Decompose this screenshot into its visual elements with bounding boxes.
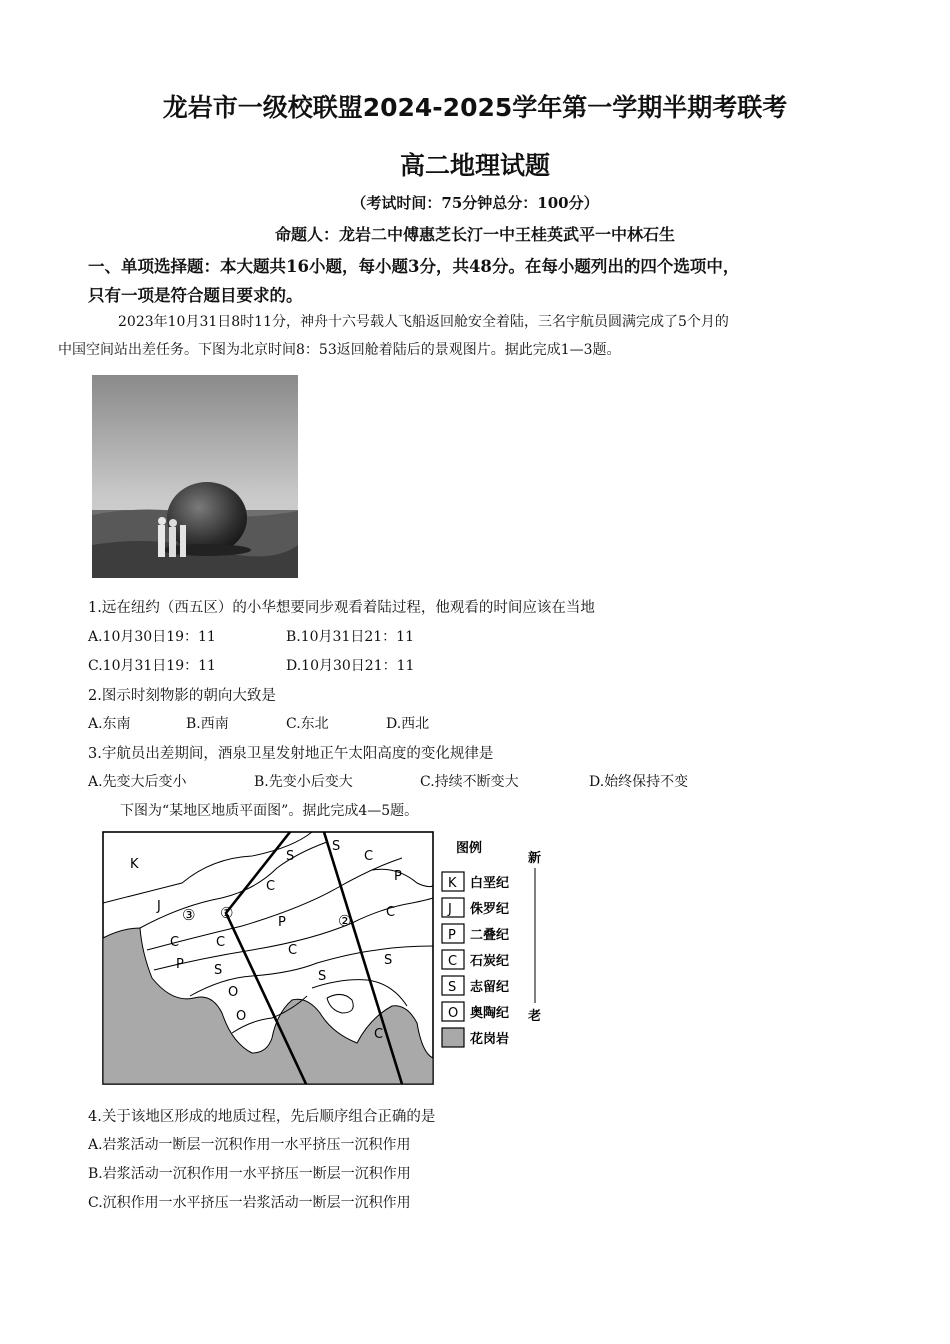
legend-swatch [442,1028,464,1047]
section-heading-line1: 一、单项选择题：本大题共16小题，每小题3分，共48分。在每小题列出的四个选项中， [88,257,740,276]
question-1-option-c: C.10月31日19：11 [88,658,216,674]
question-4-option-a: A.岩浆活动一断层一沉积作用一水平挤压一沉积作用 [88,1137,411,1153]
intro-paragraph-1 [58,308,868,364]
legend-code: C [448,954,458,969]
map-region-label: C [374,1027,384,1042]
capsule-photo-svg [92,375,298,578]
legend-swatch [442,898,464,917]
geology-map-svg [102,828,552,1088]
legend-name: 白垩纪 [470,876,510,891]
map-region-label: C [364,849,374,864]
legend-name: 石炭纪 [470,954,510,969]
map-region-label: C [266,879,276,894]
question-2-option-d: D.西北 [386,716,430,732]
boundary-line [190,946,433,996]
intro1-line2: 中国空间站出差任务。下图为北京时间8：53返回舱着陆后的景观图片。据此完成1—3题。 [58,342,621,358]
map-region-label: C [288,943,298,958]
map-region-label: P [176,957,184,972]
question-4-option-b: B.岩浆活动一沉积作用一水平挤压一断层一沉积作用 [88,1166,411,1182]
question-3-option-d: D.始终保持不变 [589,774,689,790]
map-region-label: O [228,985,239,1000]
question-1-option-a: A.10月30日19：11 [88,629,216,645]
question-3-option-b: B.先变小后变大 [254,774,353,790]
legend-name: 侏罗纪 [470,902,510,917]
map-region-label: S [384,953,393,968]
map-points [182,904,351,930]
question-2-option-c: C.东北 [286,716,329,732]
boundary-line [327,994,353,1013]
map-region-label: C [170,935,180,950]
map-point-label: ② [338,912,352,930]
map-region-label: S [286,849,295,864]
question-3-stem: 3.宇航员出差期间，酒泉卫星发射地正午太阳高度的变化规律是 [88,746,494,762]
age-new-label: 新 [528,851,542,866]
intro1-line1: 2023年10月31日8时11分，神舟十六号载人飞船返回舱安全着陆，三名宇航员圆满完成了5个月的 [118,314,729,330]
intro-paragraph-2: 下图为“某地区地质平面图”。据此完成4—5题。 [120,803,419,819]
legend-code: K [448,876,457,891]
legend-title: 图例 [456,841,483,856]
legend-code: P [448,928,456,943]
map-region-label: S [318,969,327,984]
geology-map [102,828,552,1088]
capsule-landing-photo [92,375,298,578]
legend-name: 志留纪 [470,980,510,995]
legend-code: S [448,980,457,995]
legend-name: 奥陶纪 [470,1006,510,1021]
question-3-option-c: C.持续不断变大 [420,774,519,790]
map-point-label: ① [220,904,234,922]
legend-name: 花岗岩 [470,1032,510,1047]
map-region-label: P [394,869,402,884]
legend-name: 二叠纪 [470,928,510,943]
question-4-option-c: C.沉积作用一水平挤压一岩浆活动一断层一沉积作用 [88,1195,411,1211]
question-2-option-b: B.西南 [186,716,229,732]
question-1-stem: 1.远在纽约（西五区）的小华想要同步观看着陆过程，他观看的时间应该在当地 [88,600,595,616]
map-legend [442,872,509,1047]
authors: 命题人：龙岩二中傅惠芝长汀一中王桂英武平一中林石生 [274,225,675,244]
map-region-label: K [130,857,139,872]
age-old-label: 老 [528,1009,542,1024]
question-2-stem: 2.图示时刻物影的朝向大致是 [88,688,276,704]
map-region-label: S [332,839,341,854]
map-region-label: O [236,1009,247,1024]
legend-code: J [448,902,452,917]
map-point-label: ③ [182,906,196,924]
boundary-line [147,858,402,950]
granite-area [103,928,433,1084]
section-heading-line2: 只有一项是符合题目要求的。 [88,286,303,305]
section-heading [88,252,868,310]
boundary-line [372,869,433,886]
map-region-label: S [214,963,223,978]
question-2-option-a: A.东南 [88,716,131,732]
map-region-label: J [157,899,161,914]
boundary-line [140,842,327,928]
question-4-stem: 4.关于该地区形成的地质过程，先后顺序组合正确的是 [88,1109,436,1125]
question-1-option-d: D.10月30日21：11 [286,658,415,674]
map-region-label: C [386,905,396,920]
question-1-option-b: B.10月31日21：11 [286,629,414,645]
legend-code: O [448,1006,459,1021]
map-region-label: P [278,915,286,930]
question-3-option-a: A.先变大后变小 [88,774,187,790]
page-title: 龙岩市一级校联盟2024-2025学年第一学期半期考联考 [162,93,788,122]
page-subtitle: 高二地理试题 [399,151,550,180]
exam-info: （考试时间：75分钟总分：100分） [351,194,599,212]
map-region-label: C [216,935,226,950]
